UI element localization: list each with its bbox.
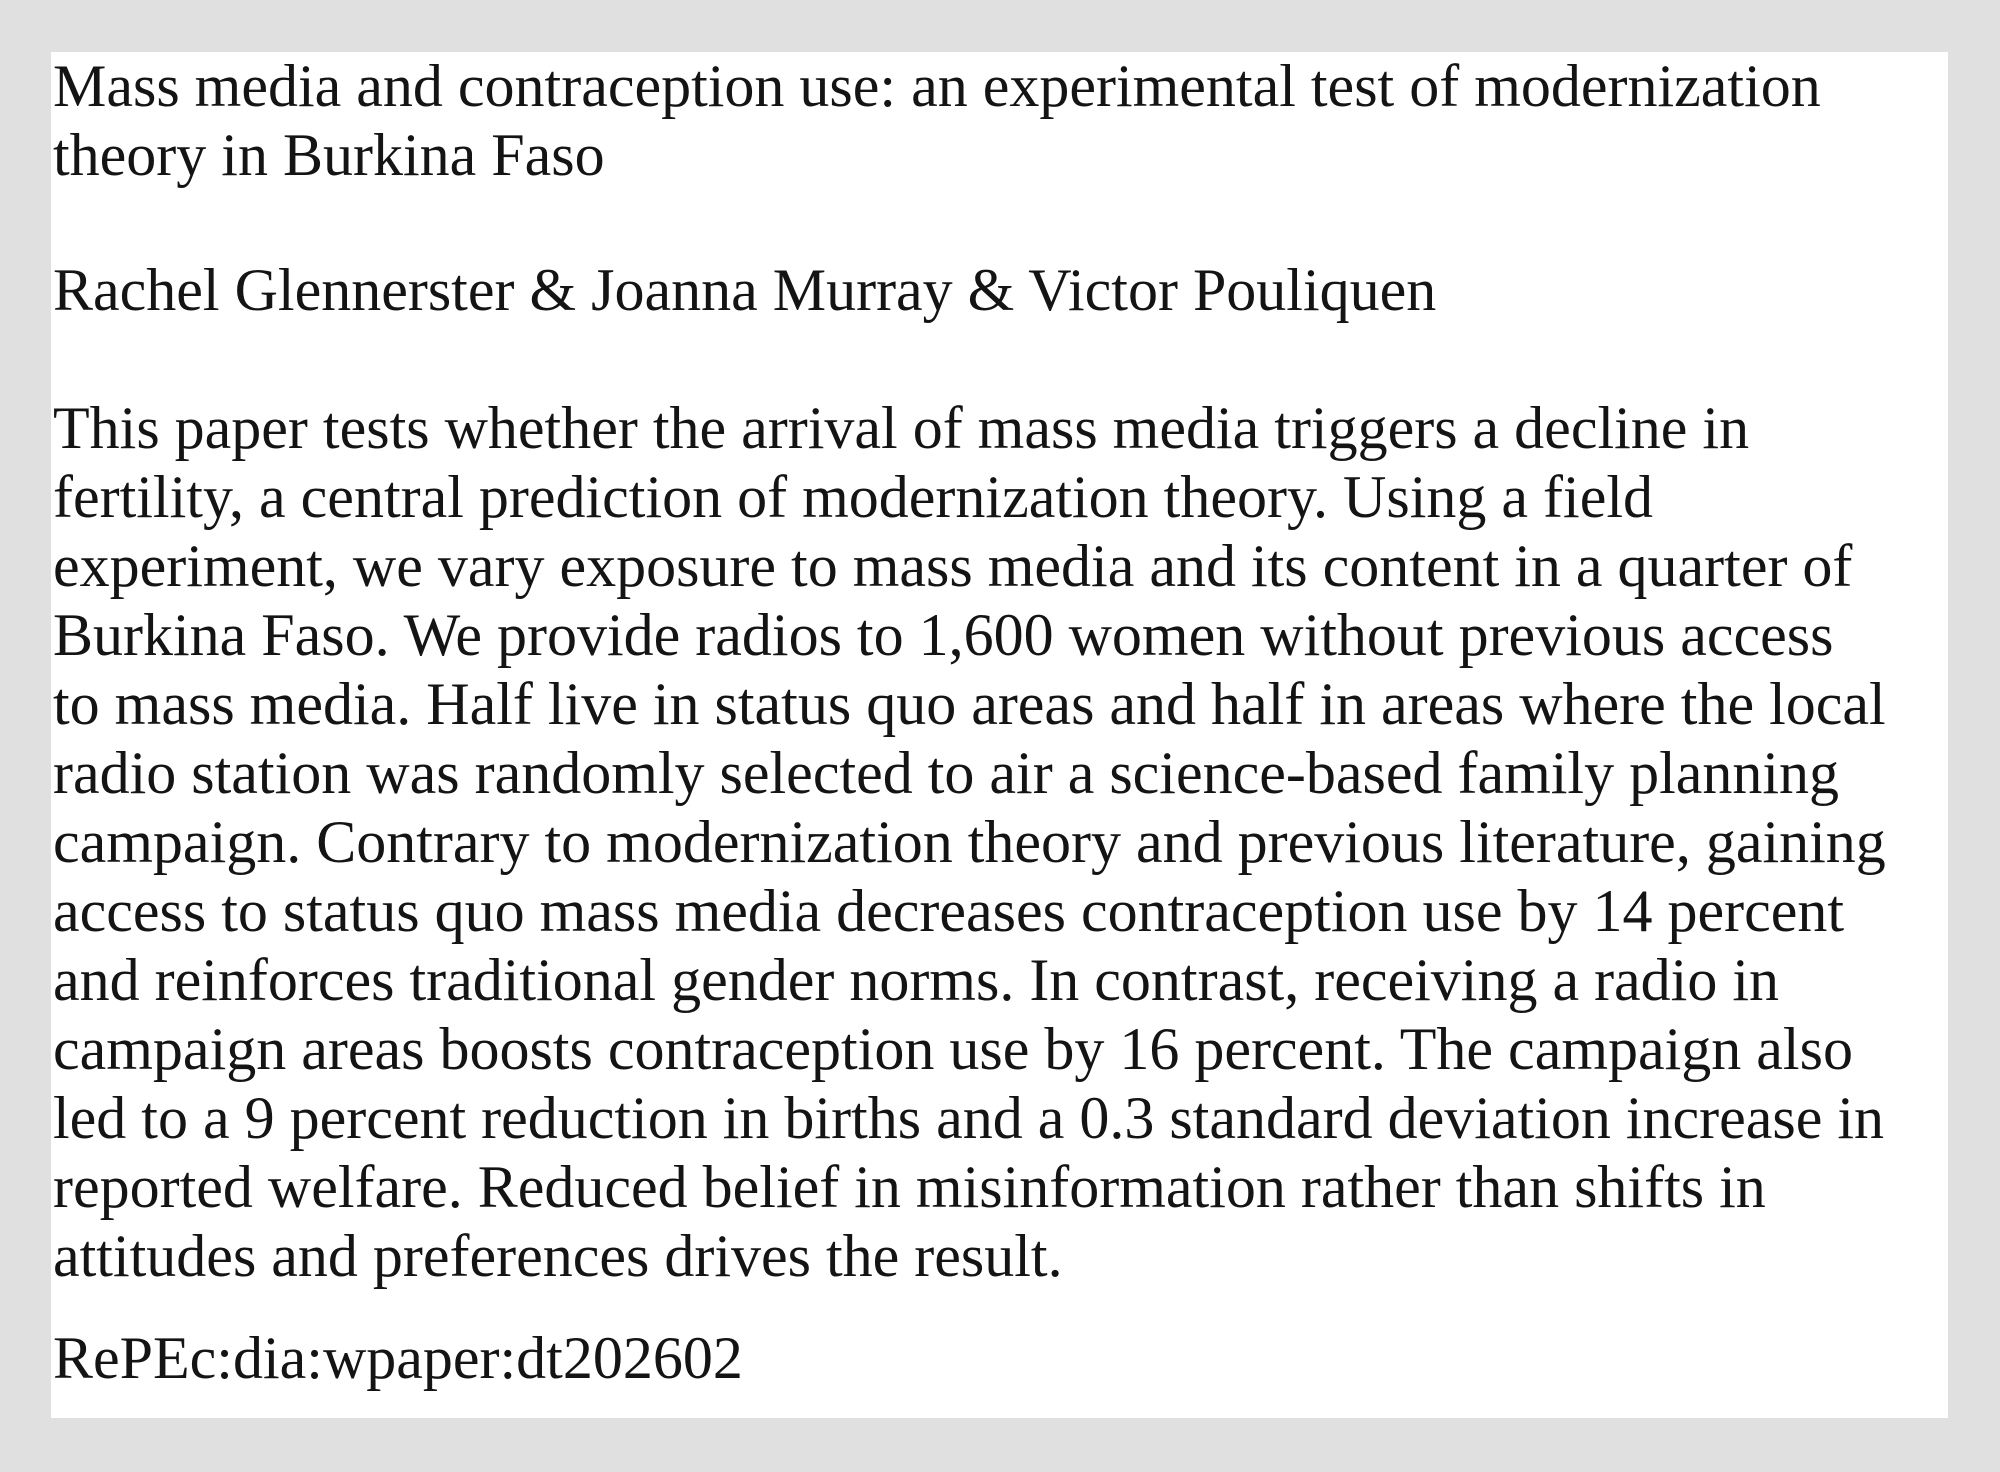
title-line: theory in Burkina Faso — [53, 122, 605, 188]
abstract-line: access to status quo mass media decreases contraception use by 14 percent — [53, 878, 1845, 944]
abstract-line: and reinforces traditional gender norms. In contrast, receiving a radio in — [53, 947, 1780, 1013]
abstract-line: campaign. Contrary to modernization theory and previous literature, gaining — [53, 809, 1886, 875]
abstract-line: reported welfare. Reduced belief in misinformation rather than shifts in — [53, 1154, 1766, 1220]
abstract-line: fertility, a central prediction of modernization theory. Using a field — [53, 464, 1653, 530]
abstract-line: radio station was randomly selected to air a science-based family planning — [53, 740, 1840, 806]
paper-abstract — [53, 394, 1886, 1291]
abstract-line: to mass media. Half live in status quo areas and half in areas where the local — [53, 671, 1886, 737]
repec-handle: RePEc:dia:wpaper:dt202602 — [53, 1325, 743, 1391]
abstract-line: attitudes and preferences drives the result. — [53, 1223, 1063, 1289]
abstract-line: led to a 9 percent reduction in births and a 0.3 standard deviation increase in — [53, 1085, 1885, 1151]
abstract-line: experiment, we vary exposure to mass media and its content in a quarter of — [53, 533, 1853, 599]
title-line: Mass media and contraception use: an experimental test of modernization — [53, 53, 1821, 119]
paper-authors: Rachel Glennerster & Joanna Murray & Victor Pouliquen — [53, 257, 1437, 323]
abstract-line: Burkina Faso. We provide radios to 1,600 women without previous access — [53, 602, 1834, 668]
abstract-line: This paper tests whether the arrival of mass media triggers a decline in — [53, 395, 1750, 461]
paper-title — [53, 52, 1821, 190]
document-page — [51, 52, 1948, 1418]
abstract-line: campaign areas boosts contraception use by 16 percent. The campaign also — [53, 1016, 1853, 1082]
